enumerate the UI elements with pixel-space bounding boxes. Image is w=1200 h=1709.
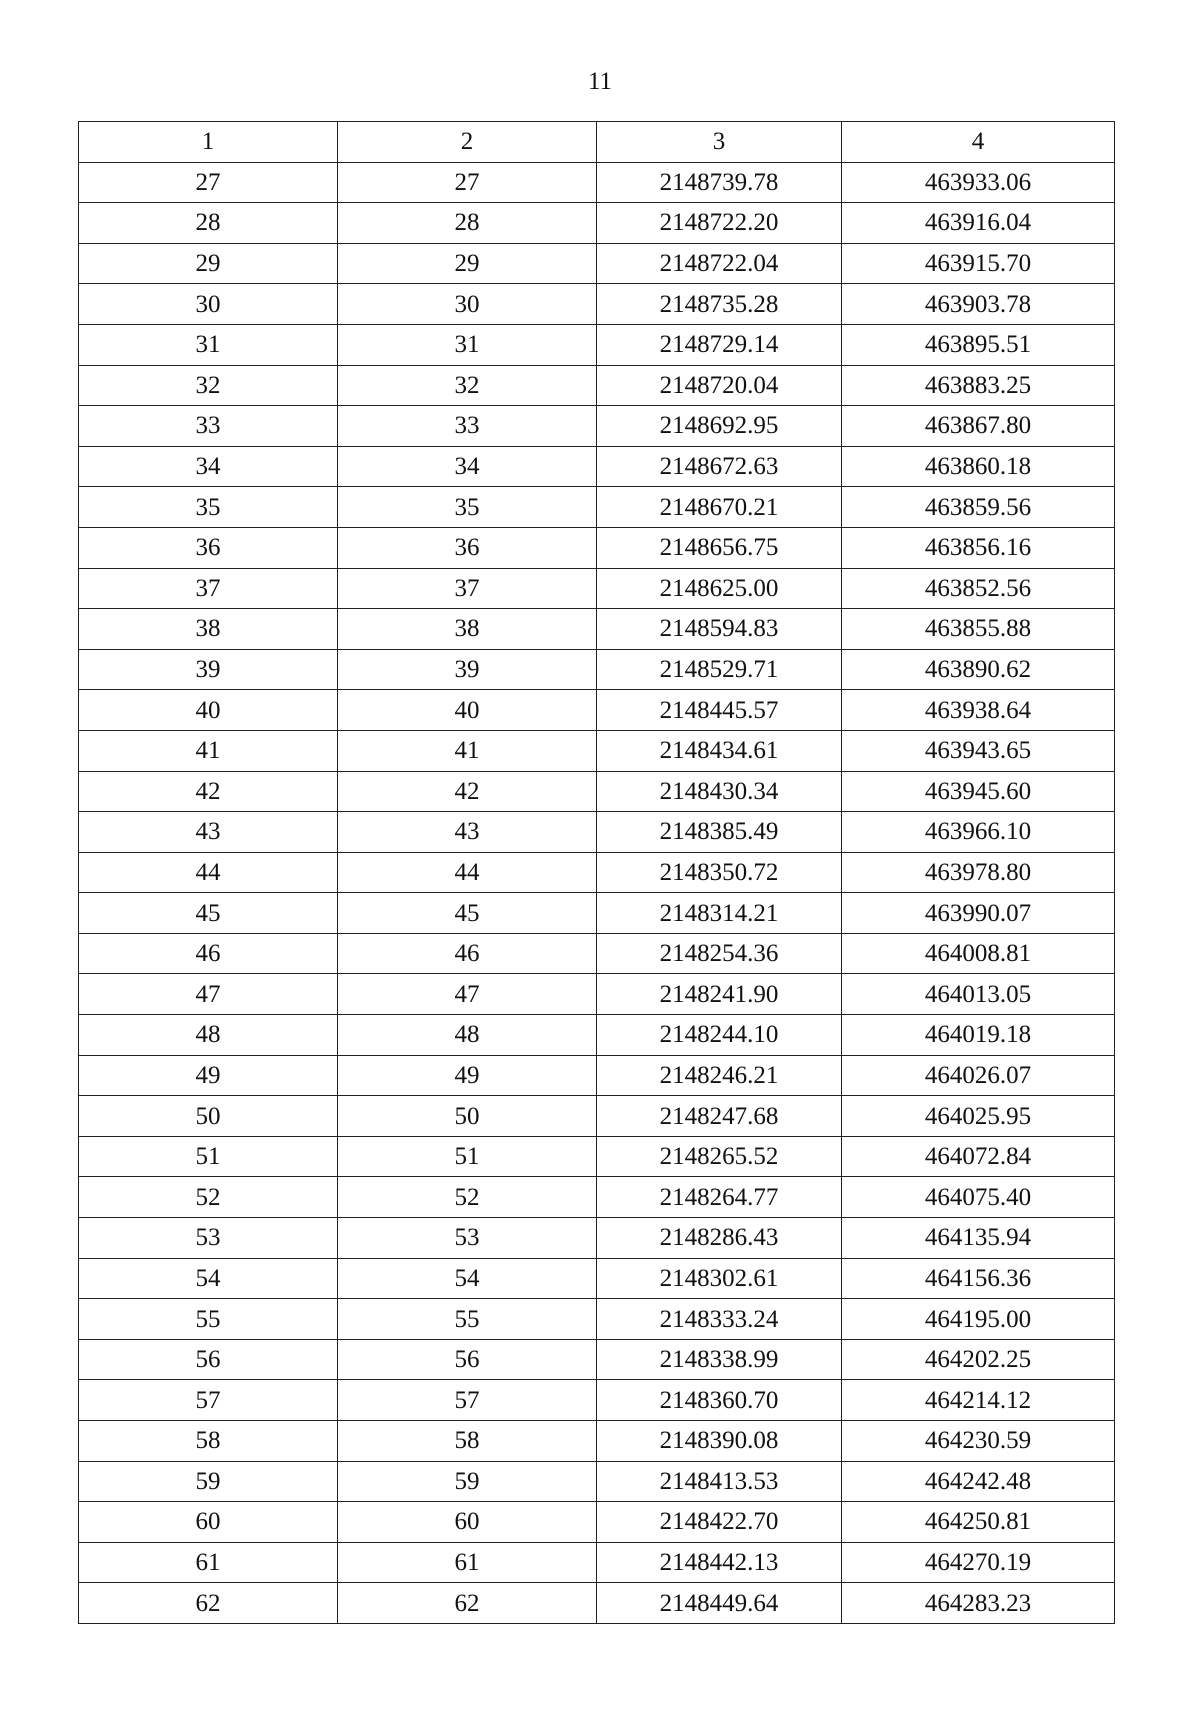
point-id-cell: 46	[338, 933, 597, 974]
table-row	[79, 1015, 1115, 1056]
y-coordinate-cell: 463883.25	[842, 365, 1115, 406]
y-coordinate-cell: 463966.10	[842, 812, 1115, 853]
point-id-cell: 52	[338, 1177, 597, 1218]
column-header-3: 3	[597, 122, 842, 163]
x-coordinate-cell: 2148739.78	[597, 162, 842, 203]
point-number-cell: 39	[79, 649, 338, 690]
point-id-cell: 56	[338, 1339, 597, 1380]
table-row	[79, 324, 1115, 365]
table-row	[79, 771, 1115, 812]
table-row	[79, 1583, 1115, 1624]
x-coordinate-cell: 2148656.75	[597, 527, 842, 568]
x-coordinate-cell: 2148338.99	[597, 1339, 842, 1380]
table-row	[79, 893, 1115, 934]
x-coordinate-cell: 2148449.64	[597, 1583, 842, 1624]
point-id-cell: 54	[338, 1258, 597, 1299]
table-row	[79, 527, 1115, 568]
y-coordinate-cell: 463859.56	[842, 487, 1115, 528]
x-coordinate-cell: 2148244.10	[597, 1015, 842, 1056]
y-coordinate-cell: 463895.51	[842, 324, 1115, 365]
point-id-cell: 34	[338, 446, 597, 487]
point-id-cell: 60	[338, 1502, 597, 1543]
y-coordinate-cell: 464230.59	[842, 1421, 1115, 1462]
y-coordinate-cell: 463856.16	[842, 527, 1115, 568]
table-row	[79, 1502, 1115, 1543]
point-id-cell: 58	[338, 1421, 597, 1462]
y-coordinate-cell: 463990.07	[842, 893, 1115, 934]
point-number-cell: 59	[79, 1461, 338, 1502]
point-id-cell: 62	[338, 1583, 597, 1624]
point-number-cell: 47	[79, 974, 338, 1015]
table-row	[79, 162, 1115, 203]
y-coordinate-cell: 464019.18	[842, 1015, 1115, 1056]
x-coordinate-cell: 2148246.21	[597, 1055, 842, 1096]
point-number-cell: 49	[79, 1055, 338, 1096]
y-coordinate-cell: 463860.18	[842, 446, 1115, 487]
point-id-cell: 55	[338, 1299, 597, 1340]
table-row	[79, 1461, 1115, 1502]
y-coordinate-cell: 463943.65	[842, 730, 1115, 771]
table-row	[79, 1177, 1115, 1218]
x-coordinate-cell: 2148350.72	[597, 852, 842, 893]
point-number-cell: 48	[79, 1015, 338, 1056]
y-coordinate-cell: 464214.12	[842, 1380, 1115, 1421]
point-id-cell: 44	[338, 852, 597, 893]
y-coordinate-cell: 463890.62	[842, 649, 1115, 690]
y-coordinate-cell: 464026.07	[842, 1055, 1115, 1096]
point-id-cell: 61	[338, 1542, 597, 1583]
table-row	[79, 1096, 1115, 1137]
point-number-cell: 55	[79, 1299, 338, 1340]
x-coordinate-cell: 2148241.90	[597, 974, 842, 1015]
x-coordinate-cell: 2148729.14	[597, 324, 842, 365]
y-coordinate-cell: 463852.56	[842, 568, 1115, 609]
x-coordinate-cell: 2148722.20	[597, 203, 842, 244]
y-coordinate-cell: 463978.80	[842, 852, 1115, 893]
x-coordinate-cell: 2148247.68	[597, 1096, 842, 1137]
y-coordinate-cell: 463938.64	[842, 690, 1115, 731]
x-coordinate-cell: 2148445.57	[597, 690, 842, 731]
point-number-cell: 37	[79, 568, 338, 609]
point-id-cell: 29	[338, 243, 597, 284]
point-number-cell: 54	[79, 1258, 338, 1299]
point-number-cell: 35	[79, 487, 338, 528]
table-row	[79, 974, 1115, 1015]
point-id-cell: 48	[338, 1015, 597, 1056]
point-number-cell: 32	[79, 365, 338, 406]
point-number-cell: 57	[79, 1380, 338, 1421]
point-number-cell: 29	[79, 243, 338, 284]
table-row	[79, 203, 1115, 244]
point-id-cell: 39	[338, 649, 597, 690]
table-row	[79, 446, 1115, 487]
point-id-cell: 27	[338, 162, 597, 203]
x-coordinate-cell: 2148735.28	[597, 284, 842, 325]
table-row	[79, 1380, 1115, 1421]
point-number-cell: 46	[79, 933, 338, 974]
table-row	[79, 365, 1115, 406]
point-id-cell: 32	[338, 365, 597, 406]
point-id-cell: 53	[338, 1218, 597, 1259]
x-coordinate-cell: 2148265.52	[597, 1136, 842, 1177]
point-id-cell: 57	[338, 1380, 597, 1421]
table-row	[79, 1258, 1115, 1299]
coordinates-table	[78, 121, 1115, 1624]
y-coordinate-cell: 464270.19	[842, 1542, 1115, 1583]
y-coordinate-cell: 463945.60	[842, 771, 1115, 812]
table-header-row	[79, 122, 1115, 163]
x-coordinate-cell: 2148720.04	[597, 365, 842, 406]
y-coordinate-cell: 464075.40	[842, 1177, 1115, 1218]
table-row	[79, 1542, 1115, 1583]
point-number-cell: 56	[79, 1339, 338, 1380]
point-number-cell: 38	[79, 609, 338, 650]
y-coordinate-cell: 464135.94	[842, 1218, 1115, 1259]
x-coordinate-cell: 2148385.49	[597, 812, 842, 853]
x-coordinate-cell: 2148430.34	[597, 771, 842, 812]
column-header-1: 1	[79, 122, 338, 163]
point-id-cell: 31	[338, 324, 597, 365]
point-number-cell: 36	[79, 527, 338, 568]
x-coordinate-cell: 2148722.04	[597, 243, 842, 284]
table-row	[79, 406, 1115, 447]
point-number-cell: 44	[79, 852, 338, 893]
table-row	[79, 487, 1115, 528]
point-number-cell: 52	[79, 1177, 338, 1218]
point-id-cell: 36	[338, 527, 597, 568]
point-id-cell: 42	[338, 771, 597, 812]
point-id-cell: 40	[338, 690, 597, 731]
point-number-cell: 31	[79, 324, 338, 365]
point-number-cell: 61	[79, 1542, 338, 1583]
x-coordinate-cell: 2148422.70	[597, 1502, 842, 1543]
y-coordinate-cell: 464025.95	[842, 1096, 1115, 1137]
y-coordinate-cell: 464008.81	[842, 933, 1115, 974]
point-id-cell: 41	[338, 730, 597, 771]
column-header-2: 2	[338, 122, 597, 163]
table-row	[79, 812, 1115, 853]
table-body	[79, 122, 1115, 1624]
y-coordinate-cell: 463916.04	[842, 203, 1115, 244]
point-id-cell: 33	[338, 406, 597, 447]
table-row	[79, 933, 1115, 974]
point-number-cell: 62	[79, 1583, 338, 1624]
point-number-cell: 50	[79, 1096, 338, 1137]
point-id-cell: 37	[338, 568, 597, 609]
point-id-cell: 28	[338, 203, 597, 244]
table-row	[79, 1055, 1115, 1096]
y-coordinate-cell: 464156.36	[842, 1258, 1115, 1299]
y-coordinate-cell: 463915.70	[842, 243, 1115, 284]
y-coordinate-cell: 464072.84	[842, 1136, 1115, 1177]
point-number-cell: 28	[79, 203, 338, 244]
x-coordinate-cell: 2148529.71	[597, 649, 842, 690]
point-number-cell: 27	[79, 162, 338, 203]
x-coordinate-cell: 2148413.53	[597, 1461, 842, 1502]
point-id-cell: 50	[338, 1096, 597, 1137]
x-coordinate-cell: 2148670.21	[597, 487, 842, 528]
y-coordinate-cell: 464242.48	[842, 1461, 1115, 1502]
point-id-cell: 38	[338, 609, 597, 650]
y-coordinate-cell: 463903.78	[842, 284, 1115, 325]
x-coordinate-cell: 2148264.77	[597, 1177, 842, 1218]
point-id-cell: 47	[338, 974, 597, 1015]
table-row	[79, 649, 1115, 690]
x-coordinate-cell: 2148692.95	[597, 406, 842, 447]
point-number-cell: 60	[79, 1502, 338, 1543]
x-coordinate-cell: 2148672.63	[597, 446, 842, 487]
y-coordinate-cell: 464250.81	[842, 1502, 1115, 1543]
x-coordinate-cell: 2148442.13	[597, 1542, 842, 1583]
column-header-4: 4	[842, 122, 1115, 163]
x-coordinate-cell: 2148434.61	[597, 730, 842, 771]
point-number-cell: 34	[79, 446, 338, 487]
y-coordinate-cell: 464283.23	[842, 1583, 1115, 1624]
table-row	[79, 852, 1115, 893]
point-id-cell: 43	[338, 812, 597, 853]
point-id-cell: 45	[338, 893, 597, 934]
table-row	[79, 609, 1115, 650]
table-row	[79, 690, 1115, 731]
x-coordinate-cell: 2148594.83	[597, 609, 842, 650]
table-row	[79, 730, 1115, 771]
table-row	[79, 1339, 1115, 1380]
point-number-cell: 43	[79, 812, 338, 853]
x-coordinate-cell: 2148302.61	[597, 1258, 842, 1299]
y-coordinate-cell: 464013.05	[842, 974, 1115, 1015]
table-row	[79, 568, 1115, 609]
point-number-cell: 40	[79, 690, 338, 731]
y-coordinate-cell: 464202.25	[842, 1339, 1115, 1380]
x-coordinate-cell: 2148625.00	[597, 568, 842, 609]
y-coordinate-cell: 464195.00	[842, 1299, 1115, 1340]
point-id-cell: 30	[338, 284, 597, 325]
table-row	[79, 284, 1115, 325]
point-number-cell: 45	[79, 893, 338, 934]
point-number-cell: 41	[79, 730, 338, 771]
table-row	[79, 1299, 1115, 1340]
table-row	[79, 243, 1115, 284]
point-number-cell: 53	[79, 1218, 338, 1259]
point-id-cell: 59	[338, 1461, 597, 1502]
x-coordinate-cell: 2148254.36	[597, 933, 842, 974]
point-id-cell: 49	[338, 1055, 597, 1096]
y-coordinate-cell: 463867.80	[842, 406, 1115, 447]
x-coordinate-cell: 2148286.43	[597, 1218, 842, 1259]
y-coordinate-cell: 463933.06	[842, 162, 1115, 203]
x-coordinate-cell: 2148390.08	[597, 1421, 842, 1462]
y-coordinate-cell: 463855.88	[842, 609, 1115, 650]
x-coordinate-cell: 2148360.70	[597, 1380, 842, 1421]
table-row	[79, 1218, 1115, 1259]
x-coordinate-cell: 2148333.24	[597, 1299, 842, 1340]
table-row	[79, 1136, 1115, 1177]
point-number-cell: 58	[79, 1421, 338, 1462]
table-row	[79, 1421, 1115, 1462]
x-coordinate-cell: 2148314.21	[597, 893, 842, 934]
point-id-cell: 35	[338, 487, 597, 528]
point-number-cell: 51	[79, 1136, 338, 1177]
point-id-cell: 51	[338, 1136, 597, 1177]
point-number-cell: 42	[79, 771, 338, 812]
point-number-cell: 33	[79, 406, 338, 447]
point-number-cell: 30	[79, 284, 338, 325]
page-number: 11	[587, 68, 613, 95]
